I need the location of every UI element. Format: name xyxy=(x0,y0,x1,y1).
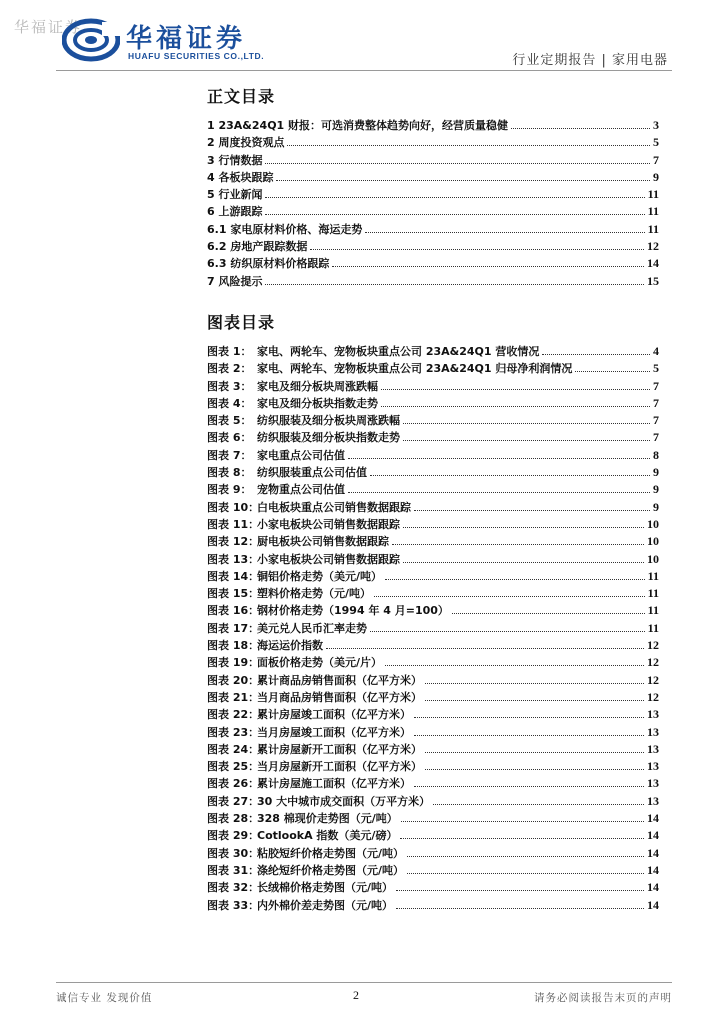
figure-entry-label xyxy=(207,654,382,670)
header-divider xyxy=(56,70,672,71)
figure-title: 海运运价指数 xyxy=(257,639,323,653)
figure-entry-label xyxy=(207,862,404,878)
figures-list xyxy=(207,343,659,914)
figure-title: 塑料价格走势（元/吨） xyxy=(257,587,372,601)
page-ref: 9 xyxy=(653,482,659,497)
figure-entry[interactable] xyxy=(207,585,659,602)
figure-entry-label xyxy=(207,775,411,791)
page-ref: 11 xyxy=(647,187,659,202)
figure-number: 图表 20： xyxy=(207,673,260,687)
page-ref: 13 xyxy=(647,759,659,774)
dot-leader xyxy=(425,751,644,753)
dot-leader xyxy=(403,561,644,563)
page-ref: 12 xyxy=(647,239,659,254)
figure-entry-label xyxy=(207,810,398,826)
page-ref: 4 xyxy=(653,344,659,358)
figure-entry-label xyxy=(207,897,393,913)
figure-entry[interactable] xyxy=(207,499,659,516)
figure-title: 厨电板块公司销售数据跟踪 xyxy=(257,535,389,549)
brand-name-en: HUAFU SECURITIES CO.,LTD. xyxy=(128,51,265,61)
figure-number: 图表 30： xyxy=(207,846,260,860)
dot-leader xyxy=(392,543,644,545)
page-ref: 7 xyxy=(653,152,659,167)
toc-entry-label: 3 行情数据 xyxy=(207,153,263,167)
toc-entry-label: 4 各板块跟踪 xyxy=(207,170,274,184)
toc-entry[interactable] xyxy=(207,255,659,272)
logo-swirl-icon xyxy=(62,18,120,62)
figure-entry[interactable] xyxy=(207,481,659,498)
dot-leader xyxy=(425,682,644,684)
page-ref: 12 xyxy=(647,638,659,653)
dot-leader xyxy=(370,630,645,632)
page-ref: 11 xyxy=(647,568,659,583)
page-ref: 7 xyxy=(653,430,659,445)
dot-leader xyxy=(385,578,645,580)
toc-entry[interactable] xyxy=(207,273,659,290)
page-ref: 14 xyxy=(647,880,659,895)
report-category: 行业定期报告 | 家用电器 xyxy=(512,53,668,68)
dot-leader xyxy=(511,127,650,129)
figure-entry[interactable] xyxy=(207,775,659,792)
figure-entry-label xyxy=(207,378,378,394)
dot-leader xyxy=(575,370,650,372)
figure-title: 当月房屋新开工面积（亿平方米） xyxy=(257,760,422,774)
figure-entry[interactable] xyxy=(207,741,659,758)
figure-number: 图表 9： xyxy=(207,483,252,497)
figure-title: 纺织服装及细分板块周涨跌幅 xyxy=(257,414,400,428)
toc-entry[interactable] xyxy=(207,221,659,238)
figure-entry[interactable] xyxy=(207,343,659,360)
figure-title: 白电板块重点公司销售数据跟踪 xyxy=(257,500,411,514)
dot-leader xyxy=(287,144,650,146)
figure-number: 图表 13： xyxy=(207,552,260,566)
page-ref: 11 xyxy=(647,586,659,601)
toc-entry[interactable] xyxy=(207,134,659,151)
figure-entry-label xyxy=(207,827,397,843)
page-ref: 12 xyxy=(647,655,659,670)
toc-entry-label: 2 周度投资观点 xyxy=(207,136,285,150)
figure-number: 图表 18： xyxy=(207,639,260,653)
toc-entry[interactable] xyxy=(207,152,659,169)
dot-leader xyxy=(400,837,644,839)
figure-number: 图表 10： xyxy=(207,500,260,514)
dot-leader xyxy=(425,699,644,701)
figure-entry-label xyxy=(207,568,382,584)
toc-entry[interactable] xyxy=(207,169,659,186)
figure-number: 图表 12： xyxy=(207,535,260,549)
figure-entry[interactable] xyxy=(207,395,659,412)
dot-leader xyxy=(452,612,645,614)
dot-leader xyxy=(265,283,644,285)
figure-entry[interactable] xyxy=(207,620,659,637)
figure-title: 累计房屋施工面积（亿平方米） xyxy=(257,777,411,791)
figure-number: 图表 7： xyxy=(207,448,252,462)
figure-entry[interactable] xyxy=(207,637,659,654)
figure-title: 宠物重点公司估值 xyxy=(257,483,345,497)
page-ref: 14 xyxy=(647,256,659,271)
figures-title: 图表目录 xyxy=(207,313,276,332)
toc-entry-label: 6.1 家电原材料价格、海运走势 xyxy=(207,222,363,236)
figure-number: 图表 33： xyxy=(207,898,260,912)
figure-title: 累计房屋竣工面积（亿平方米） xyxy=(257,708,411,722)
figure-title: 美元兑人民币汇率走势 xyxy=(257,621,367,635)
toc-entry[interactable] xyxy=(207,238,659,255)
page-ref: 13 xyxy=(647,707,659,722)
toc-entry-label: 6 上游跟踪 xyxy=(207,205,263,219)
page-ref: 12 xyxy=(647,672,659,687)
dot-leader xyxy=(265,162,650,164)
figure-entry[interactable] xyxy=(207,724,659,741)
page-ref: 14 xyxy=(647,811,659,826)
page-ref: 5 xyxy=(653,361,659,376)
figure-title: 小家电板块公司销售数据跟踪 xyxy=(257,517,400,531)
figure-number: 图表 19： xyxy=(207,656,260,670)
footer-slogan: 诚信专业 发现价值 xyxy=(56,992,153,1004)
page-ref: 12 xyxy=(647,689,659,704)
page-ref: 14 xyxy=(647,897,659,912)
figure-entry-label xyxy=(207,758,422,774)
dot-leader xyxy=(276,179,650,181)
page-ref: 5 xyxy=(653,135,659,150)
dot-leader xyxy=(396,907,644,909)
dot-leader xyxy=(332,265,644,267)
figure-entry[interactable] xyxy=(207,602,659,619)
figure-entry[interactable] xyxy=(207,568,659,585)
figure-number: 图表 24： xyxy=(207,742,260,756)
figure-entry-label xyxy=(207,412,400,428)
figure-title: 累计商品房销售面积（亿平方米） xyxy=(257,673,422,687)
figure-number: 图表 5： xyxy=(207,414,252,428)
figure-entry-label xyxy=(207,689,422,705)
dot-leader xyxy=(403,439,650,441)
figure-number: 图表 26： xyxy=(207,777,260,791)
figure-entry-label xyxy=(207,343,539,359)
dot-leader xyxy=(310,248,644,250)
page-ref: 13 xyxy=(647,793,659,808)
figure-title: 粘胶短纤价格走势图（元/吨） xyxy=(257,846,405,860)
figure-title: 家电及细分板块指数走势 xyxy=(257,396,378,410)
figure-title: 累计房屋新开工面积（亿平方米） xyxy=(257,742,422,756)
dot-leader xyxy=(348,457,650,459)
page-ref: 11 xyxy=(647,221,659,236)
figure-entry-label xyxy=(207,637,323,653)
figure-entry-label xyxy=(207,429,400,445)
figure-number: 图表 2： xyxy=(207,362,252,376)
figure-entry[interactable] xyxy=(207,810,659,827)
toc-entry-label: 1 23A&24Q1 财报：可选消费整体趋势向好，经营质量稳健 xyxy=(207,119,509,132)
dot-leader xyxy=(425,768,644,770)
figure-entry[interactable] xyxy=(207,793,659,810)
figure-entry[interactable] xyxy=(207,672,659,689)
toc-list xyxy=(207,117,659,290)
dot-leader xyxy=(403,526,644,528)
figure-number: 图表 3： xyxy=(207,379,252,393)
figure-title: 长绒棉价格走势图（元/吨） xyxy=(257,881,394,895)
dot-leader xyxy=(348,491,650,493)
figure-title: 铜铝价格走势（美元/吨） xyxy=(257,569,383,583)
dot-leader xyxy=(265,196,644,198)
figure-title: 纺织服装及细分板块指数走势 xyxy=(257,431,400,445)
dot-leader xyxy=(401,820,644,822)
figure-number: 图表 8： xyxy=(207,466,252,480)
figure-number: 图表 23： xyxy=(207,725,260,739)
figure-number: 图表 25： xyxy=(207,760,260,774)
figure-entry-label xyxy=(207,533,389,549)
figure-entry-label xyxy=(207,516,400,532)
figure-entry[interactable] xyxy=(207,533,659,550)
brand-name-cn: 华福证券 xyxy=(126,24,247,54)
figure-title: 家电、两轮车、宠物板块重点公司 23A&24Q1 营收情况 xyxy=(257,345,540,358)
page-ref: 15 xyxy=(647,273,659,288)
figure-entry-label xyxy=(207,585,371,601)
page-ref: 14 xyxy=(647,828,659,843)
toc-entry-label: 6.2 房地产跟踪数据 xyxy=(207,240,308,254)
figure-entry-label xyxy=(207,845,404,861)
figure-entry[interactable] xyxy=(207,464,659,481)
figure-title: 家电、两轮车、宠物板块重点公司 23A&24Q1 归母净利润情况 xyxy=(257,362,573,376)
footer-disclaimer: 请务必阅读报告末页的声明 xyxy=(534,992,672,1004)
figure-number: 图表 31： xyxy=(207,863,260,877)
figure-entry-label xyxy=(207,620,367,636)
toc-entry-label: 7 风险提示 xyxy=(207,274,263,288)
figure-entry-label xyxy=(207,706,411,722)
page-ref: 11 xyxy=(647,620,659,635)
dot-leader xyxy=(381,405,650,407)
figure-entry[interactable] xyxy=(207,654,659,671)
page-ref: 10 xyxy=(647,534,659,549)
figure-entry[interactable] xyxy=(207,706,659,723)
figure-title: 当月商品房销售面积（亿平方米） xyxy=(257,690,422,704)
figure-entry[interactable] xyxy=(207,897,659,914)
dot-leader xyxy=(326,647,644,649)
figure-number: 图表 27： xyxy=(207,794,260,808)
figure-title: 家电重点公司估值 xyxy=(257,448,345,462)
figure-title: 当月房屋竣工面积（亿平方米） xyxy=(257,725,411,739)
dot-leader xyxy=(396,889,644,891)
figure-entry[interactable] xyxy=(207,845,659,862)
toc-entry[interactable] xyxy=(207,203,659,220)
figure-entry-label xyxy=(207,793,430,809)
figure-title: 328 棉现价走势图（元/吨） xyxy=(257,812,398,826)
dot-leader xyxy=(407,872,644,874)
figure-entry-label xyxy=(207,360,572,376)
figure-entry[interactable] xyxy=(207,516,659,533)
page-ref: 7 xyxy=(653,413,659,428)
figure-entry[interactable] xyxy=(207,429,659,446)
figure-number: 图表 21： xyxy=(207,690,260,704)
page-ref: 14 xyxy=(647,845,659,860)
dot-leader xyxy=(370,474,650,476)
figure-entry-label xyxy=(207,395,378,411)
dot-leader xyxy=(414,716,644,718)
figure-number: 图表 32： xyxy=(207,881,260,895)
dot-leader xyxy=(407,855,644,857)
figure-entry-label xyxy=(207,672,422,688)
figure-entry[interactable] xyxy=(207,551,659,568)
page-ref: 7 xyxy=(653,378,659,393)
dot-leader xyxy=(381,388,650,390)
figure-title: CotlookA 指数（美元/磅） xyxy=(257,829,398,843)
figure-title: 家电及细分板块周涨跌幅 xyxy=(257,379,378,393)
figure-number: 图表 28： xyxy=(207,812,260,826)
dot-leader xyxy=(365,231,644,233)
dot-leader xyxy=(414,785,644,787)
figure-entry-label xyxy=(207,741,422,757)
figure-entry[interactable] xyxy=(207,360,659,377)
figure-entry[interactable] xyxy=(207,412,659,429)
page-ref: 9 xyxy=(653,465,659,480)
page-ref: 13 xyxy=(647,724,659,739)
page-ref: 10 xyxy=(647,516,659,531)
page-ref: 13 xyxy=(647,741,659,756)
figure-entry-label xyxy=(207,464,367,480)
page-ref: 11 xyxy=(647,603,659,618)
figure-number: 图表 29： xyxy=(207,829,260,843)
page-ref: 9 xyxy=(653,499,659,514)
figure-number: 图表 16： xyxy=(207,604,260,618)
figure-entry[interactable] xyxy=(207,827,659,844)
figure-number: 图表 22： xyxy=(207,708,260,722)
figure-number: 图表 17： xyxy=(207,621,260,635)
figure-number: 图表 1： xyxy=(207,345,252,358)
figure-entry-label xyxy=(207,481,345,497)
figure-number: 图表 15： xyxy=(207,587,260,601)
page-ref: 13 xyxy=(647,776,659,791)
figure-title: 内外棉价差走势图（元/吨） xyxy=(257,898,394,912)
watermark: 华福证券 xyxy=(14,18,83,36)
dot-leader xyxy=(385,664,644,666)
figure-entry-label xyxy=(207,499,411,515)
figure-entry[interactable] xyxy=(207,447,659,464)
dot-leader xyxy=(433,803,644,805)
figure-title: 30 大中城市成交面积（万平方米） xyxy=(257,794,431,808)
figure-entry[interactable] xyxy=(207,862,659,879)
figure-number: 图表 14： xyxy=(207,569,260,583)
figure-entry[interactable] xyxy=(207,758,659,775)
figure-title: 小家电板块公司销售数据跟踪 xyxy=(257,552,400,566)
toc-entry-label: 5 行业新闻 xyxy=(207,188,263,202)
figure-number: 图表 6： xyxy=(207,431,252,445)
figure-entry[interactable] xyxy=(207,879,659,896)
company-logo xyxy=(62,18,272,64)
page-number: 2 xyxy=(353,988,359,1002)
page-ref: 10 xyxy=(647,551,659,566)
figure-entry-label xyxy=(207,447,345,463)
toc-entry-label: 6.3 纺织原材料价格跟踪 xyxy=(207,257,330,271)
page-ref: 8 xyxy=(653,447,659,462)
page-ref: 11 xyxy=(647,204,659,219)
figure-title: 涤纶短纤价格走势图（元/吨） xyxy=(257,863,405,877)
figure-title: 面板价格走势（美元/片） xyxy=(257,656,383,670)
toc-title: 正文目录 xyxy=(207,87,276,106)
page-ref: 14 xyxy=(647,862,659,877)
page-ref: 7 xyxy=(653,395,659,410)
figure-entry[interactable] xyxy=(207,378,659,395)
toc-entry[interactable] xyxy=(207,117,659,134)
figure-number: 图表 4： xyxy=(207,396,252,410)
toc-entry[interactable] xyxy=(207,186,659,203)
dot-leader xyxy=(414,734,644,736)
figure-title: 钢材价格走势（1994 年 4 月=100） xyxy=(257,604,449,618)
dot-leader xyxy=(265,213,644,215)
figure-entry-label xyxy=(207,551,400,567)
figure-entry-label xyxy=(207,602,449,618)
dot-leader xyxy=(414,509,650,511)
page-ref: 3 xyxy=(653,118,659,132)
footer-divider xyxy=(56,982,672,983)
figure-entry-label xyxy=(207,724,411,740)
figure-title: 纺织服装重点公司估值 xyxy=(257,466,367,480)
dot-leader xyxy=(374,595,645,597)
figure-number: 图表 11： xyxy=(207,517,260,531)
dot-leader xyxy=(542,353,650,355)
page-ref: 9 xyxy=(653,169,659,184)
dot-leader xyxy=(403,422,650,424)
figure-entry-label xyxy=(207,879,393,895)
figure-entry[interactable] xyxy=(207,689,659,706)
